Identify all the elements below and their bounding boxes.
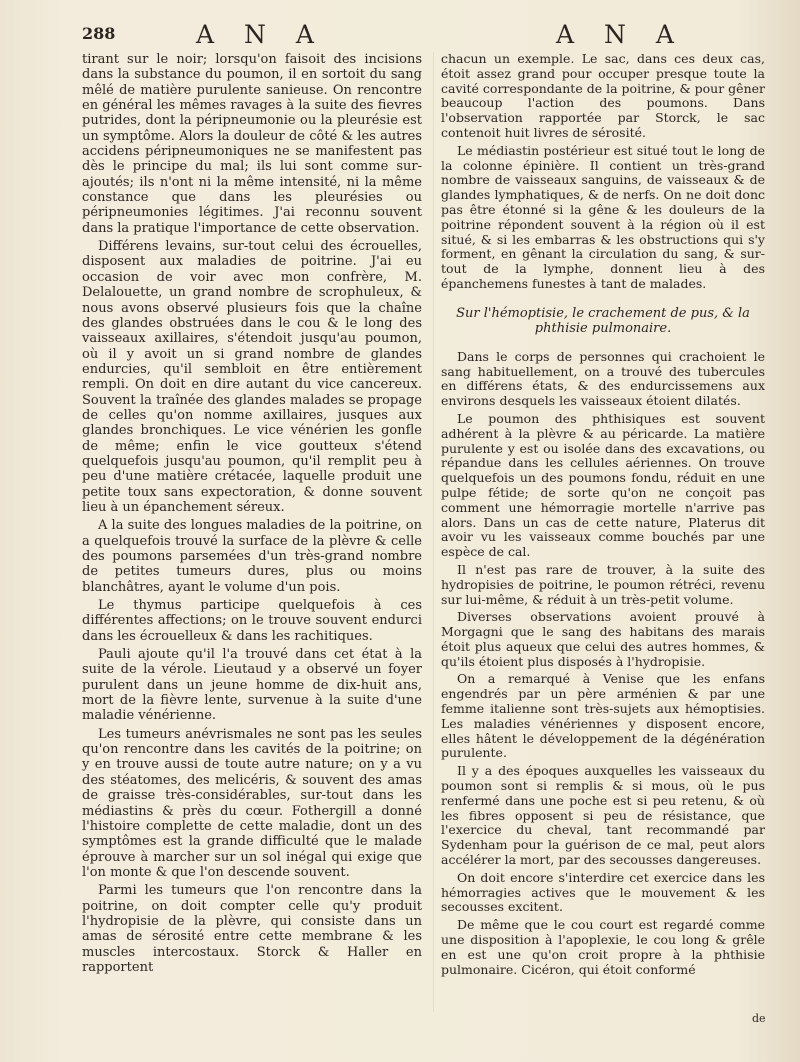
paragraph: Parmi les tumeurs que l'on rencontre dans la poitrine, on doit compter celle qu'y produit l'hydropisie de la plèvre, qui consiste dans un amas de sérosité entre cette membrane & les muscles intercostaux. Storck & Haller en rapportent bbox=[82, 883, 422, 975]
paragraph: On doit encore s'interdire cet exercice dans les hémorragies actives que le mouvement & les secousses excitent. bbox=[441, 869, 765, 915]
paragraph: Diverses observations avoient prouvé à Morgagni que le sang des habitans des marais étoit plus aqueux que celui des autres hommes, & qu'ils étoient plus disposés à l'hydropisie. bbox=[441, 609, 765, 669]
running-head-left: A N A bbox=[196, 20, 325, 49]
paragraph: Les tumeurs anévrismales ne sont pas les seules qu'on rencontre dans les cavités de la poitrine; on y en trouve aussi de toute autre nature; on y a vu des stéatomes, des melicéris, & souvent des amas de graisse très-considérables, sur-tout dans les médiastins & près du cœur. Fothergill a donné l'histoire complette de cette maladie, dont un des symptômes est la grande difficulté que le malade éprouve à marcher sur un sol inégal qui exige que l'on monte & que l'on descende souvent. bbox=[82, 726, 422, 880]
left-column bbox=[82, 52, 422, 978]
paragraph: Différens levains, sur-tout celui des écrouelles, disposent aux maladies de poitrine. J'ai eu occasion de voir avec mon confrère, M. Delalouette, un grand nombre de scrophuleux, & nous avons observé plusieurs fois que la chaîne des glandes obstruées dans le cou & le long des vaisseaux axillaires, s'étendoit jusqu'au poumon, où il y avoit un si grand nombre de glandes endurcies, qu'il sembloit en être entièrement rempli. On doit en dire autant du vice cancereux. Souvent la traînée des glandes malades se propage de celles qu'on nomme axillaires, jusques aux glandes bronchiques. Le vice vénérien les gonfle de même; enfin le vice goutteux s'étend quelquefois jusqu'au poumon, qu'il remplit peu à peu d'une matière crétacée, laquelle produit une petite toux sans expectoration, & donne souvent lieu à un épanchement séreux. bbox=[82, 239, 422, 515]
paragraph: chacun un exemple. Le sac, dans ces deux cas, étoit assez grand pour occuper presque toute la cavité correspondante de la poitrine, & pour gêner beaucoup l'action des poumons. Dans l'observation rapportée par Storck, le sac contenoit huit livres de sérosité. bbox=[441, 51, 765, 140]
paragraph: De même que le cou court est regardé comme une disposition à l'apoplexie, le cou long & grêle en est une qu'on croit propre à la phthisie pulmonaire. Cicéron, qui étoit conformé bbox=[441, 917, 765, 977]
paragraph: tirant sur le noir; lorsqu'on faisoit des incisions dans la substance du poumon, il en sortoit du sang mêlé de matière purulente sanieuse. On rencontre en général les mêmes ravages à la suite des fievres putrides, dont la péripneumonie ou la pleurésie est un symptôme. Alors la douleur de côté & les autres accidens péripneumoniques ne se manifestent pas dès le principe du mal; ils lui sont comme sur-ajoutés; ils n'ont ni la même intensité, ni la même constance que dans les pleurésies ou péripneumonies légitimes. J'ai reconnu souvent dans la pratique l'importance de cette observation. bbox=[82, 52, 422, 236]
paragraph: Le poumon des phthisiques est souvent adhérent à la plèvre & au péricarde. La matière purulente y est ou isolée dans des excavations, ou répandue dans les cellules aériennes. On trouve quelquefois un des poumons fondu, réduit en une pulpe fétide; de sorte qu'on ne conçoit pas comment une hémorragie mortelle n'arrive pas alors. Dans un cas de cette nature, Platerus dit avoir vu les vaisseaux comme bouchés par une espèce de cal. bbox=[441, 410, 765, 560]
paragraph: Il y a des époques auxquelles les vaisseaux du poumon sont si remplis & si mous, où le pus renfermé dans une poche est si peu retenu, & où les fibres opposent si peu de résistance, que l'exercice du cheval, tant recommandé par Sydenham pour la guérison de ce mal, peut alors accélérer la mort, par des secousses dangereuses. bbox=[441, 763, 765, 868]
paragraph: A la suite des longues maladies de la poitrine, on a quelquefois trouvé la surface de la plèvre & celle des poumons parsemées d'un très-grand nombre de petites tumeurs dures, plus ou moins blanchâtres, ayant le volume d'un pois. bbox=[82, 518, 422, 595]
catchword: de bbox=[752, 1012, 766, 1025]
paragraph: Il n'est pas rare de trouver, à la suite des hydropisies de poitrine, le poumon rétréci, revenu sur lui-même, & réduit à un très-petit volume. bbox=[441, 561, 765, 607]
page-number: 288 bbox=[82, 24, 116, 43]
column-divider bbox=[433, 52, 434, 1012]
right-column bbox=[441, 52, 765, 980]
paragraph: Dans le corps de personnes qui crachoient le sang habituellement, on a trouvé des tubercules en différens états, & des endurcissemens aux environs desquels les vaisseaux étoient dilatés. bbox=[441, 348, 765, 409]
section-heading-line: phthisie pulmonaire. bbox=[534, 320, 672, 336]
section-heading-line: Sur l'hémoptisie, le crachement de pus, & la bbox=[456, 305, 750, 321]
paragraph: Le thymus participe quelquefois à ces différentes affections; on le trouve souvent endurci dans les écrouelleux & dans les rachitiques. bbox=[82, 598, 422, 644]
running-head-right: A N A bbox=[556, 20, 685, 49]
paragraph: On a remarqué à Venise que les enfans engendrés par un père arménien & par une femme italienne sont très-sujets aux hémoptisies. Les maladies vénériennes y disposent encore, elles hâtent le développement de la dégénération purulente. bbox=[441, 671, 765, 761]
section-heading bbox=[441, 306, 765, 336]
paragraph: Pauli ajoute qu'il l'a trouvé dans cet état à la suite de la vérole. Lieutaud y a observé un foyer purulent dans un jeune homme de dix-huit ans, mort de la fièvre lente, survenue à la suite d'une maladie vénérienne. bbox=[82, 647, 422, 724]
paragraph: Le médiastin postérieur est situé tout le long de la colonne épinière. Il contient un très-grand nombre de vaisseaux sanguins, de vaisseaux & de glandes lymphatiques, & de nerfs. On ne doit donc pas être étonné si la gêne & les douleurs de la poitrine répondent souvent à la région où il est situé, & si les embarras & les obstructions qui s'y forment, en gênant la circulation du sang, & sur-tout de la lymphe, donnent lieu à des épanchemens funestes à tant de malades. bbox=[441, 142, 765, 291]
page-header bbox=[0, 20, 800, 50]
